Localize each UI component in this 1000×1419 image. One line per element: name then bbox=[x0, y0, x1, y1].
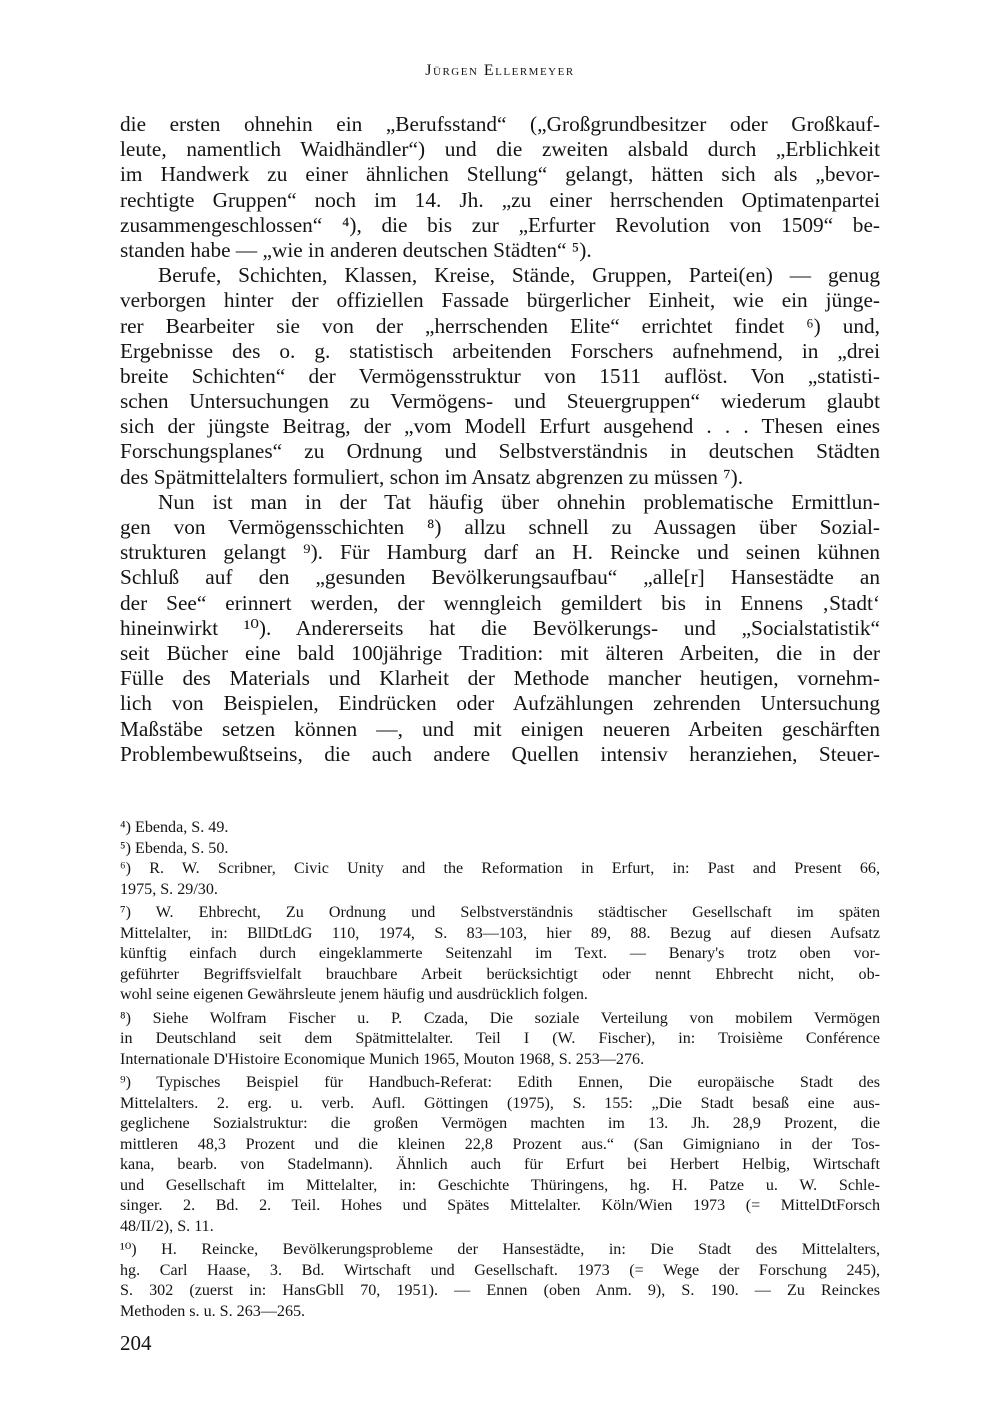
body-line: des Spätmittelalters formuliert, schon im Ansatz abgrenzen zu müssen ⁷). bbox=[120, 464, 744, 489]
body-line: Ergebnisse des o. g. statistisch arbeitenden Forschers aufnehmend, in „drei bbox=[120, 338, 880, 363]
footnote-line: S. 302 (zuerst in: HansGbll 70, 1951). — Ennen (oben Anm. 9), S. 190. — Zu Reinckes bbox=[120, 1282, 880, 1299]
body-line: der See“ erinnert werden, der wenngleich gemildert bis in Ennens ‚Stadt‘ bbox=[120, 590, 880, 615]
footnote-line: Mittelalter, in: BllDtLdG 110, 1974, S. 83—103, hier 89, 88. Bezug auf diesen Aufsatz bbox=[120, 924, 880, 942]
footnote-line: und Gesellschaft im Mittelalter, in: Geschichte Thüringens, hg. H. Patze u. W. Schle- bbox=[120, 1176, 880, 1194]
footnote-line: ⁶) R. W. Scribner, Civic Unity and the Reformation in Erfurt, in: Past and Present 66, bbox=[120, 860, 880, 877]
body-line: seit Bücher eine bald 100jährige Tradition: mit älteren Arbeiten, die in der bbox=[120, 640, 880, 665]
footnote-line: in Deutschland seit dem Spätmittelalter. Teil I (W. Fischer), in: Troisième Conférence bbox=[120, 1030, 880, 1047]
footnote-line: ⁷) W. Ehbrecht, Zu Ordnung und Selbstverständnis städtischer Gesellschaft im späten bbox=[120, 904, 880, 921]
body-line: Nun ist man in der Tat häufig über ohnehin problematische Ermittlun- bbox=[158, 489, 880, 514]
footnote-line: singer. 2. Bd. 2. Teil. Hohes und Spätes Mittelalter. Köln/Wien 1973 (= MittelDtForsch bbox=[120, 1197, 880, 1214]
body-line: im Handwerk zu einer ähnlichen Stellung“ gelangt, hätten sich als „bevor- bbox=[120, 162, 880, 187]
body-line: Maßstäbe setzen können —, und mit einigen neueren Arbeiten geschärften bbox=[120, 716, 880, 741]
body-line: Forschungsplanes“ zu Ordnung und Selbstverständnis in deutschen Städten bbox=[120, 439, 880, 464]
body-line: Schluß auf den „gesunden Bevölkerungsaufbau“ „alle[r] Hansestädte an bbox=[120, 565, 880, 590]
footnote-line: Internationale D'Histoire Economique Munich 1965, Mouton 1968, S. 253—276. bbox=[120, 1050, 645, 1068]
body-line: sich der jüngste Beitrag, der „vom Modell Erfurt ausgehend . . . Thesen eines bbox=[120, 414, 880, 439]
footnote-line: Methoden s. u. S. 263—265. bbox=[120, 1302, 306, 1320]
footnote-line: geführter Begriffsvielfalt brauchbare Arbeit berücksichtigt oder nennt Ehbrecht nicht, ob- bbox=[120, 965, 880, 983]
body-line: Berufe, Schichten, Klassen, Kreise, Stände, Gruppen, Partei(en) — genug bbox=[158, 263, 880, 288]
footnote-line: ⁴) Ebenda, S. 49. bbox=[120, 819, 229, 836]
body-line: die ersten ohnehin ein „Berufsstand“ („Großgrundbesitzer oder Großkauf- bbox=[120, 112, 880, 136]
body-line: Fülle des Materials und Klarheit der Methode mancher heutigen, vornehm- bbox=[120, 666, 880, 691]
body-line: leute, namentlich Waidhändler“) und die zweiten alsbald durch „Erblichkeit bbox=[120, 137, 880, 162]
footnote-line: Mittelalters. 2. erg. u. verb. Aufl. Göttingen (1975), S. 155: „Die Stadt besaß eine aus- bbox=[120, 1094, 880, 1112]
footnote-line: hg. Carl Haase, 3. Bd. Wirtschaft und Gesellschaft. 1973 (= Wege der Forschung 245), bbox=[120, 1261, 880, 1279]
footnote-line: ⁹) Typisches Beispiel für Handbuch-Referat: Edith Ennen, Die europäische Stadt des bbox=[120, 1074, 880, 1091]
body-line: zusammengeschlossen“ ⁴), die bis zur „Erfurter Revolution von 1509“ be- bbox=[120, 212, 880, 237]
body-line: rer Bearbeiter sie von der „herrschenden Elite“ errichtet findet ⁶) und, bbox=[120, 313, 880, 338]
body-line: rechtigte Gruppen“ noch im 14. Jh. „zu einer herrschenden Optimatenpartei bbox=[120, 187, 880, 212]
footnote-line: ⁸) Siehe Wolfram Fischer u. P. Czada, Die soziale Verteilung von mobilem Vermögen bbox=[120, 1009, 880, 1027]
body-line: standen habe — „wie in anderen deutschen Städten“ ⁵). bbox=[120, 237, 592, 262]
body-line: strukturen gelangt ⁹). Für Hamburg darf an H. Reincke und seinen kühnen bbox=[120, 540, 880, 565]
footnote-line: ¹⁰) H. Reincke, Bevölkerungsprobleme der Hansestädte, in: Die Stadt des Mittelalters, bbox=[120, 1241, 880, 1258]
body-line: hineinwirkt ¹⁰). Andererseits hat die Bevölkerungs- und „Socialstatistik“ bbox=[120, 615, 880, 640]
footnote-line: geglichene Sozialstruktur: die großen Vermögen machten im 13. Jh. 28,9 Prozent, die bbox=[120, 1115, 880, 1132]
body-line: gen von Vermögensschichten ⁸) allzu schnell zu Aussagen über Sozial- bbox=[120, 515, 880, 539]
body-line: verborgen hinter der offiziellen Fassade bürgerlicher Einheit, wie ein jünge- bbox=[120, 288, 880, 313]
running-header: Jürgen Ellermeyer bbox=[425, 62, 575, 79]
footnote-line: kana, bearb. von Stadelmann). Ähnlich auch für Erfurt bei Herbert Helbig, Wirtschaft bbox=[120, 1156, 880, 1173]
footnote-line: mittleren 48,3 Prozent und die kleinen 22,8 Prozent aus.“ (San Gimigniano in der Tos- bbox=[120, 1135, 880, 1153]
footnotes bbox=[120, 818, 880, 1322]
page-number: 204 bbox=[120, 1331, 152, 1355]
body-line: Problembewußtseins, die auch andere Quellen intensiv heranziehen, Steuer- bbox=[120, 741, 880, 766]
footnote-line: künftig einfach durch eingeklammerte Seitenzahl im Text. — Benary's trotz oben vor- bbox=[120, 945, 880, 962]
footnote-line: wohl seine eigenen Gewährsleute jenem häufig und ausdrücklich folgen. bbox=[120, 986, 588, 1003]
body-line: breite Schichten“ der Vermögensstruktur von 1511 auflöst. Von „statisti- bbox=[120, 363, 880, 388]
footnote-line: 48/II/2), S. 11. bbox=[120, 1217, 214, 1235]
footnote-line: 1975, S. 29/30. bbox=[120, 880, 218, 898]
body-line: schen Untersuchungen zu Vermögens- und Steuergruppen“ wiederum glaubt bbox=[120, 389, 880, 414]
body-text bbox=[120, 112, 880, 767]
footnote-line: ⁵) Ebenda, S. 50. bbox=[120, 839, 229, 857]
body-line: lich von Beispielen, Eindrücken oder Aufzählungen zehrenden Untersuchung bbox=[120, 691, 880, 716]
